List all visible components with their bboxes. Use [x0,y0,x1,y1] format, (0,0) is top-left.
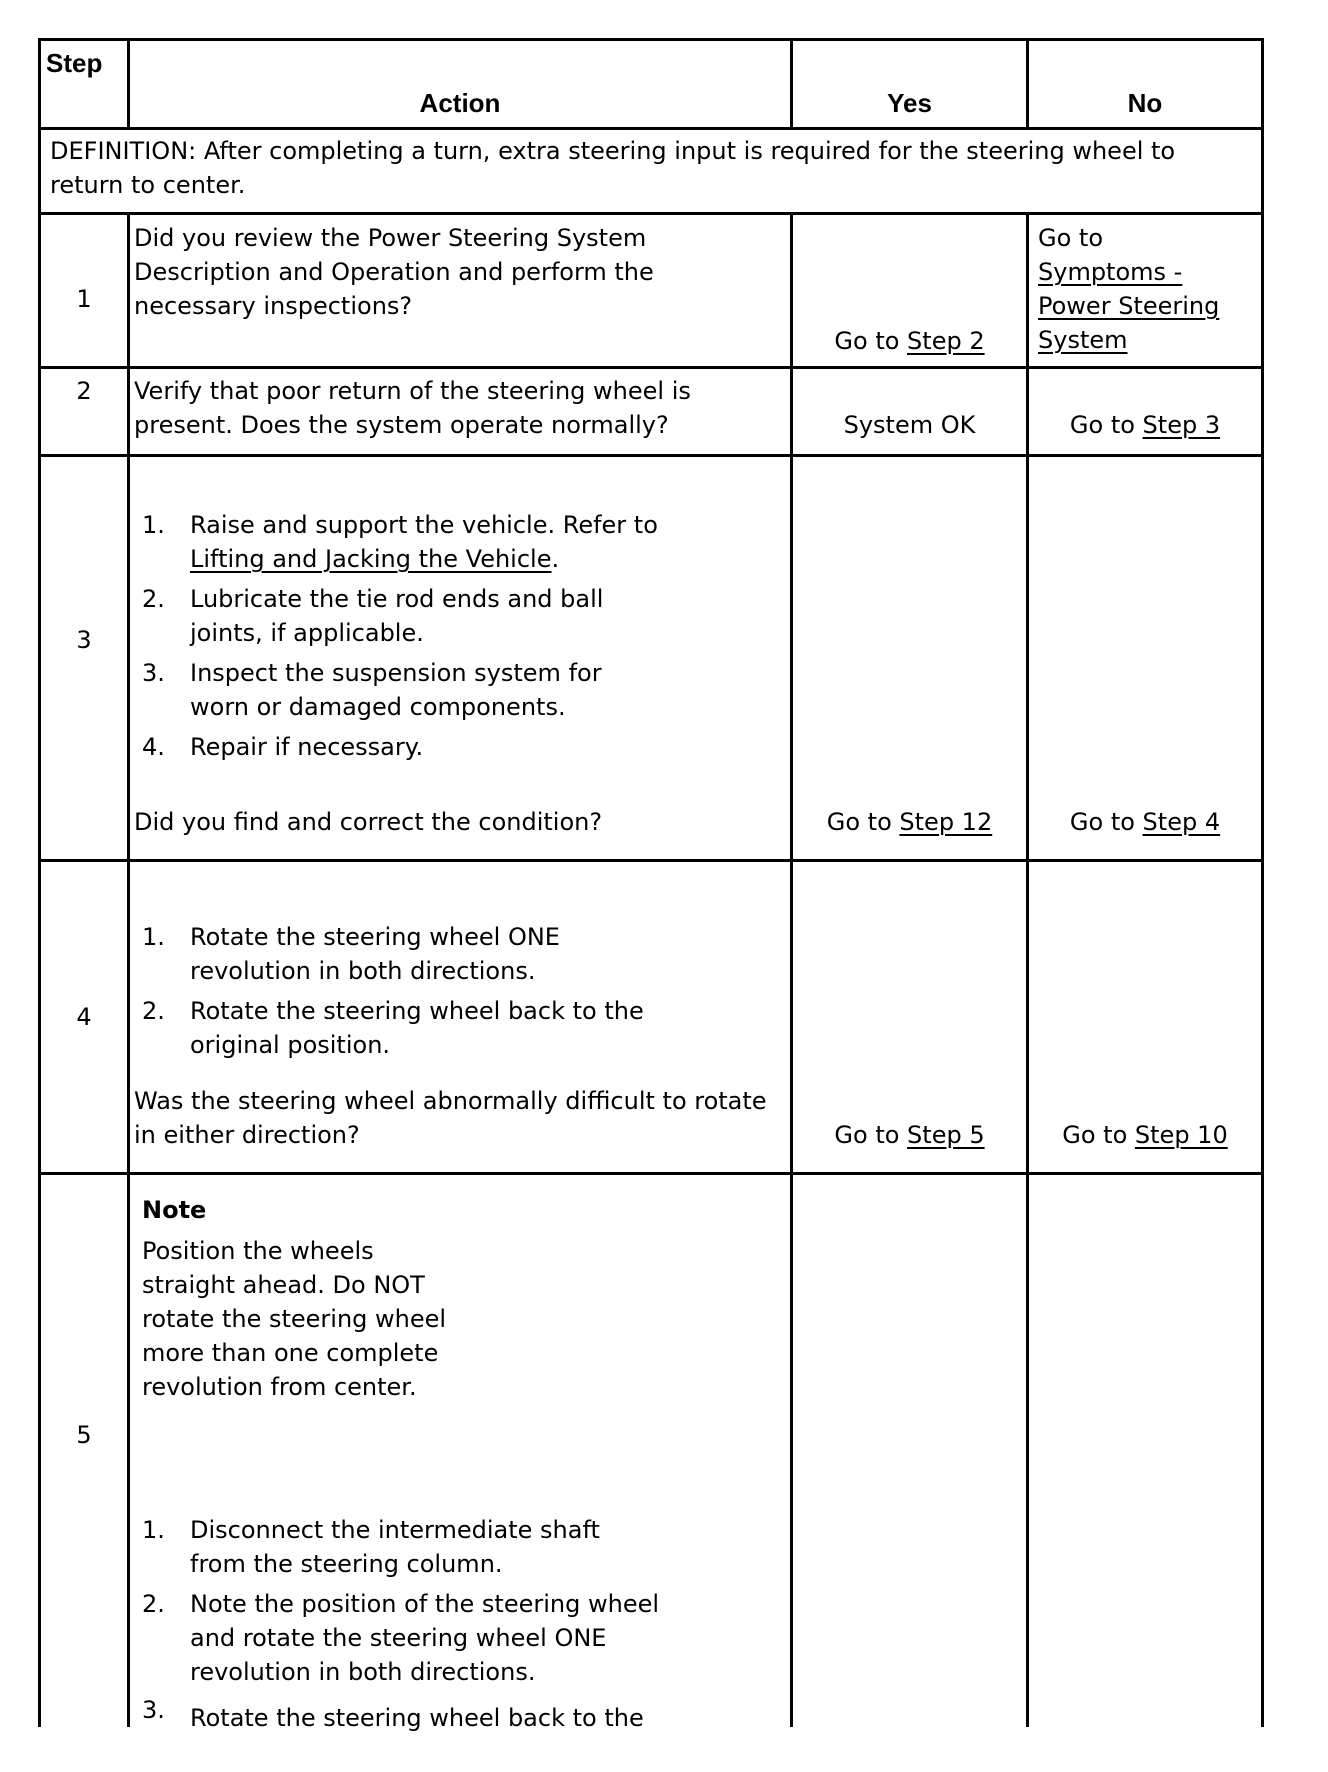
row-divider [38,366,1264,369]
substep-number: 1. [142,923,165,951]
no-cell [1038,221,1258,357]
no-cell [1029,1118,1261,1152]
link-step-2[interactable]: Step 2 [907,327,985,355]
no-prefix: Go to [1069,808,1143,836]
yes-prefix: Go to [834,1121,908,1149]
substep-number: 3. [142,659,165,687]
row-divider [38,859,1264,862]
yes-prefix: Go to [834,327,908,355]
substep-text: Rotate the steering wheel back to the original position. [190,997,644,1059]
substep-text: Note the position of the steering wheel and rotate the steering wheel ONE revolution in both directions. [190,1590,660,1686]
yes-cell [793,324,1026,358]
row-divider [38,212,1264,215]
substep-text: Raise and support the vehicle. Refer to [190,511,658,539]
question-text: Was the steering wheel abnormally difficult to rotate in either direction? [134,1087,767,1149]
substep-number: 4. [142,733,165,761]
question-text: Did you find and correct the condition? [134,808,603,836]
substep-number: 3. [142,1696,165,1724]
step-number: 2 [76,377,92,405]
yes-prefix: Go to [826,808,900,836]
definition-text: DEFINITION: After completing a turn, extra steering input is required for the steering wheel to return to center. [50,137,1176,199]
substep-text: Repair if necessary. [190,733,424,761]
col-divider [127,212,130,1727]
substep-text: Rotate the steering wheel back to the [190,1704,644,1732]
substep-number: 1. [142,1516,165,1544]
header-divider [38,127,1264,130]
substep-text: Rotate the steering wheel ONE revolution in both directions. [190,923,560,985]
header-action: Action [419,88,501,118]
substep-number: 2. [142,585,165,613]
substep-suffix: . [551,545,560,573]
substep-item [142,1513,662,1581]
substep-text: Disconnect the intermediate shaft from the steering column. [190,1516,600,1578]
substep-number: 2. [142,997,165,1025]
note-text: Position the wheels straight ahead. Do NOT rotate the steering wheel more than one complete revolution from center. [142,1237,447,1401]
header-step: Step [46,48,103,78]
link-symptoms-power-steering[interactable]: Symptoms - Power Steering System [1038,258,1220,354]
no-prefix: Go to [1069,411,1143,439]
substep-item [142,508,662,576]
note-title: Note [142,1196,207,1224]
table-border-top [38,38,1264,41]
substep-item [142,1587,662,1689]
step-number: 1 [76,285,92,313]
substep-list [142,920,682,1068]
no-prefix: Go to [1062,1121,1135,1149]
link-step-3[interactable]: Step 3 [1142,411,1221,439]
substep-list [142,1513,662,1741]
header-yes: Yes [887,88,932,118]
action-text: Verify that poor return of the steering wheel is present. Does the system operate normally? [134,377,691,439]
diagnostic-table [38,38,1264,1732]
row-divider [38,1172,1264,1175]
yes-cell [793,805,1026,839]
substep-item [142,656,662,724]
no-prefix: Go to [1038,224,1104,252]
substep-text: Lubricate the tie rod ends and ball joints, if applicable. [190,585,604,647]
link-step-5[interactable]: Step 5 [907,1121,985,1149]
substep-number: 1. [142,511,165,539]
substep-item [142,994,682,1062]
link-step-10[interactable]: Step 10 [1134,1121,1228,1149]
yes-cell [793,1118,1026,1152]
step-number: 4 [76,1003,92,1031]
substep-list [142,508,662,770]
substep-number: 2. [142,1590,165,1618]
no-cell [1029,408,1261,442]
substep-item [142,582,662,650]
table-border-right [1261,38,1264,1727]
yes-cell: System OK [843,411,976,439]
substep-item [142,1695,662,1735]
link-lifting-and-jacking[interactable]: Lifting and Jacking the Vehicle [190,545,552,573]
header-no: No [1127,88,1163,118]
substep-item [142,920,682,988]
row-divider [38,454,1264,457]
step-number: 5 [76,1421,92,1449]
step-number: 3 [76,626,92,654]
no-cell [1029,805,1261,839]
substep-text: Inspect the suspension system for worn or damaged components. [190,659,602,721]
substep-item [142,730,662,764]
action-text: Did you review the Power Steering System Description and Operation and perform the necessary inspections? [134,224,654,320]
link-step-12[interactable]: Step 12 [899,808,993,836]
link-step-4[interactable]: Step 4 [1142,808,1221,836]
